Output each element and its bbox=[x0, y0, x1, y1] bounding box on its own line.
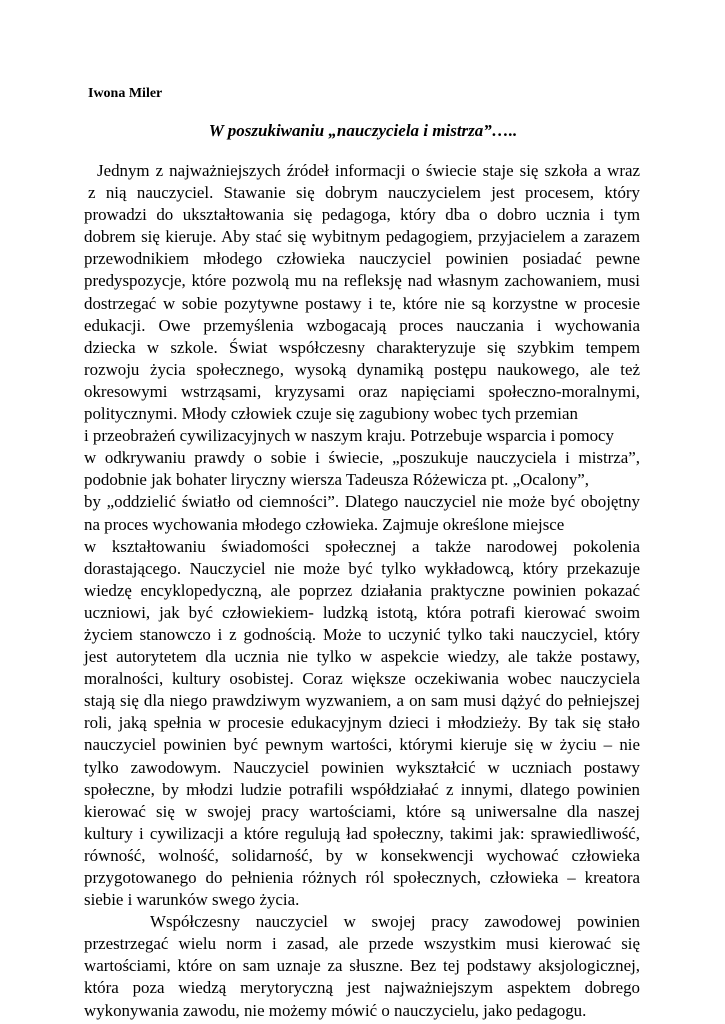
text-line: na proces wychowania młodego człowieka. Zajmuje określone miejsce bbox=[84, 514, 565, 534]
text-line: okresowymi wstrząsami, kryzysami oraz napięciami społeczno-moralnymi, bbox=[84, 381, 640, 401]
text-line: prowadzi do ukształtowania się pedagoga, który dba o dobro ucznia i tym bbox=[84, 205, 640, 225]
text-line: dorastającego. Nauczyciel nie może być tylko wykładowcą, który przekazuje bbox=[84, 558, 640, 578]
text-line: tylko zawodowym. Nauczyciel powinien wykształcić w uczniach postawy bbox=[84, 757, 640, 777]
article-body bbox=[84, 160, 640, 1022]
text-line: by „oddzielić światło od ciemności”. Dlatego nauczyciel nie może być obojętny bbox=[84, 492, 640, 512]
text-line: nauczyciel powinien być pewnym wartości, którymi kieruje się w życiu – nie bbox=[84, 735, 640, 755]
author-name: Iwona Miler bbox=[88, 86, 163, 101]
text-line: stają się dla niego prawdziwym wyzwaniem, a on sam musi dążyć do pełniejszej bbox=[84, 691, 640, 711]
text-line: z nią nauczyciel. Stawanie się dobrym nauczycielem jest procesem, który bbox=[88, 183, 640, 203]
text-line: roli, jaką spełnia w procesie edukacyjnym dzieci i młodzieży. By tak się stało bbox=[84, 713, 640, 733]
text-line: Jednym z najważniejszych źródeł informacji o świecie staje się szkoła a wraz bbox=[97, 161, 640, 180]
text-line: wartościami, które on sam uznaje za słuszne. Bez tej podstawy aksjologicznej, bbox=[84, 956, 640, 976]
text-line: która poza wiedzą merytoryczną jest najważniejszym aspektem dobrego bbox=[84, 978, 640, 998]
text-line: wykonywania zawodu, nie możemy mówić o nauczycielu, jako pedagogu. bbox=[84, 1000, 587, 1020]
text-line: przestrzegać wielu norm i zasad, ale przede wszystkim musi kierować się bbox=[84, 934, 640, 954]
text-line: Współczesny nauczyciel w swojej pracy zawodowej powinien bbox=[150, 912, 640, 932]
text-line: i przeobrażeń cywilizacyjnych w naszym kraju. Potrzebuje wsparcia i pomocy bbox=[84, 426, 614, 446]
text-line: przygotowanego do pełnienia różnych ról społecznych, człowieka – kreatora bbox=[84, 868, 640, 887]
text-line: moralności, kultury osobistej. Coraz większe oczekiwania wobec nauczyciela bbox=[84, 669, 640, 689]
text-line: dobrem się kieruje. Aby stać się wybitnym pedagogiem, przyjacielem a zarazem bbox=[84, 227, 640, 247]
text-line: podobnie jak bohater liryczny wiersza Tadeusza Różewicza pt. „Ocalony”, bbox=[84, 470, 590, 490]
text-line: politycznymi. Młody człowiek czuje się zagubiony wobec tych przemian bbox=[84, 404, 578, 424]
text-line: kierować się w swojej pracy wartościami, które są uniwersalne dla naszej bbox=[84, 801, 640, 821]
text-line: w kształtowaniu świadomości społecznej a także narodowej pokolenia bbox=[84, 536, 640, 556]
text-line: rozwoju życia społecznego, wysoką dynamiką postępu naukowego, ale też bbox=[84, 359, 640, 379]
article-title: W poszukiwaniu „nauczyciela i mistrza”….. bbox=[208, 121, 518, 140]
text-line: uczniowi, jak być człowiekiem- ludzką istotą, która potrafi kierować swoim bbox=[84, 602, 640, 622]
text-line: dziecka w szkole. Świat współczesny charakteryzuje się szybkim tempem bbox=[84, 337, 640, 357]
text-line: równość, wolność, solidarność, by w konsekwencji wychować człowieka bbox=[84, 845, 640, 865]
text-line: społeczne, by młodzi ludzie potrafili współdziałać z innymi, dlatego powinien bbox=[84, 779, 640, 799]
text-line: predyspozycje, które pozwolą mu na refleksję nad własnym zachowaniem, musi bbox=[84, 271, 640, 291]
text-line: w odkrywaniu prawdy o sobie i świecie, „poszukuje nauczyciela i mistrza”, bbox=[84, 448, 640, 468]
text-line: kultury i cywilizacji a które regulują ład społeczny, takimi jak: sprawiedliwość, bbox=[84, 823, 640, 843]
text-line: siebie i warunków swego życia. bbox=[84, 890, 300, 910]
text-line: edukacji. Owe przemyślenia wzbogacają proces nauczania i wychowania bbox=[84, 315, 640, 335]
text-line: wiedzę encyklopedyczną, ale poprzez działania praktyczne powinien pokazać bbox=[84, 580, 640, 600]
text-line: przewodnikiem młodego człowieka nauczyciel powinien posiadać pewne bbox=[84, 249, 640, 269]
text-line: jest autorytetem dla ucznia nie tylko w aspekcie wiedzy, ale także postawy, bbox=[84, 647, 640, 667]
text-line: życiem stanowczo i z godnością. Może to uczynić tylko taki nauczyciel, który bbox=[84, 624, 640, 644]
text-line: dostrzegać w sobie pozytywne postawy i te, które nie są korzystne w procesie bbox=[84, 293, 640, 313]
